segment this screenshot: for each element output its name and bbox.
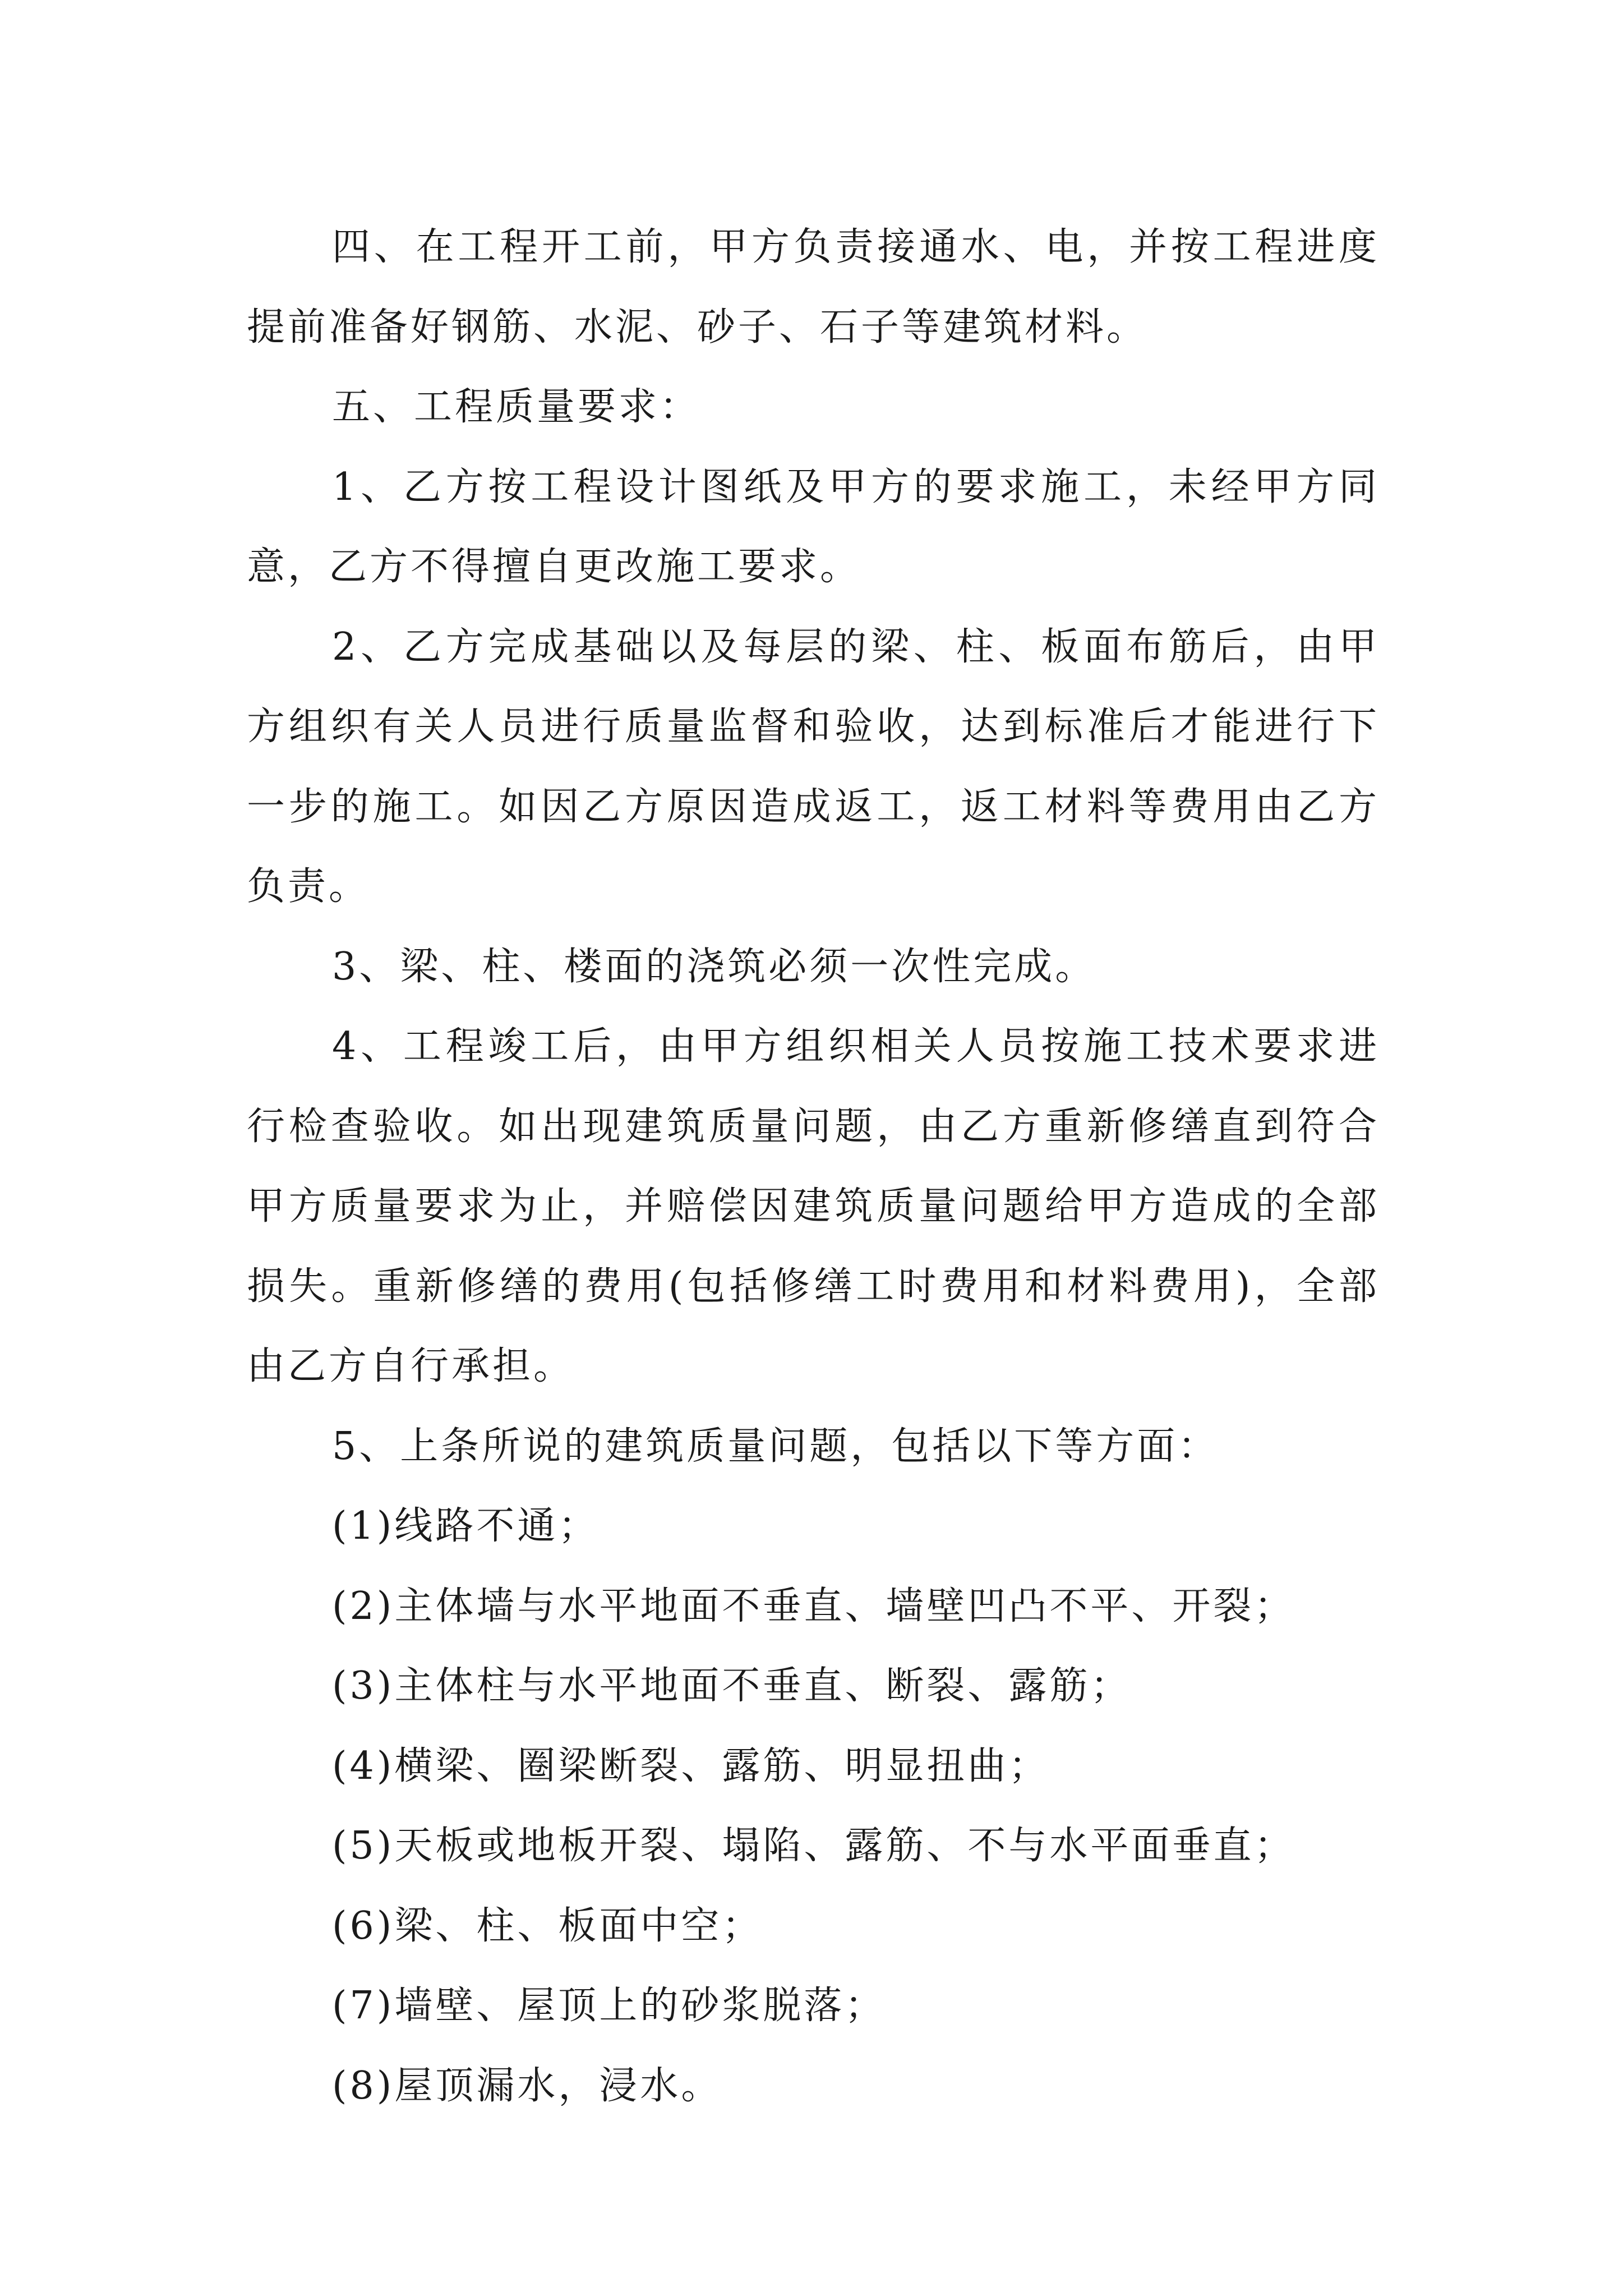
list-item-sub-3: (3)主体柱与水平地面不垂直、断裂、露筋； xyxy=(332,1664,1132,1708)
paragraph-item-1: 1、乙方按工程设计图纸及甲方的要求施工，未经甲方同意，乙方不得擅自更改施工要求。 xyxy=(247,464,1380,589)
paragraph-item-2: 2、乙方完成基础以及每层的梁、柱、板面布筋后，由甲方组织有关人员进行质量监督和验收，达到标准后才能进行下一步的施工。如因乙方原因造成返工，返工材料等费用由乙方负责。 xyxy=(247,624,1380,909)
list-item-sub-6: (6)梁、柱、板面中空； xyxy=(332,1903,763,1948)
list-item-sub-5: (5)天板或地板开裂、塌陷、露筋、不与水平面垂直； xyxy=(332,1824,1295,1868)
paragraph-clause-5-heading: 五、工程质量要求： xyxy=(332,385,701,429)
list-item-sub-8: (8)屋顶漏水，浸水。 xyxy=(332,2063,722,2108)
list-item-sub-7: (7)墙壁、屋顶上的砂浆脱落； xyxy=(332,1984,886,2028)
paragraph-clause-4: 四、在工程开工前，甲方负责接通水、电，并按工程进度提前准备好钢筋、水泥、砂子、石子等建筑材料。 xyxy=(247,225,1380,349)
paragraph-item-5: 5、上条所说的建筑质量问题，包括以下等方面： xyxy=(332,1424,1219,1469)
list-item-sub-2: (2)主体墙与水平地面不垂直、墙壁凹凸不平、开裂； xyxy=(332,1584,1295,1628)
list-item-sub-1: (1)线路不通； xyxy=(332,1504,600,1548)
document-body xyxy=(247,208,1380,2126)
list-item-sub-4: (4)横梁、圈梁断裂、露筋、明显扭曲； xyxy=(332,1743,1050,1788)
paragraph-item-4: 4、工程竣工后，由甲方组织相关人员按施工技术要求进行检查验收。如出现建筑质量问题，由乙方重新修缮直到符合甲方质量要求为止，并赔偿因建筑质量问题给甲方造成的全部损失。重新修缮的费用(包括修缮工时费用和材料费用)，全部由乙方自行承担。 xyxy=(247,1024,1380,1388)
paragraph-item-3: 3、梁、柱、楼面的浇筑必须一次性完成。 xyxy=(332,944,1096,989)
